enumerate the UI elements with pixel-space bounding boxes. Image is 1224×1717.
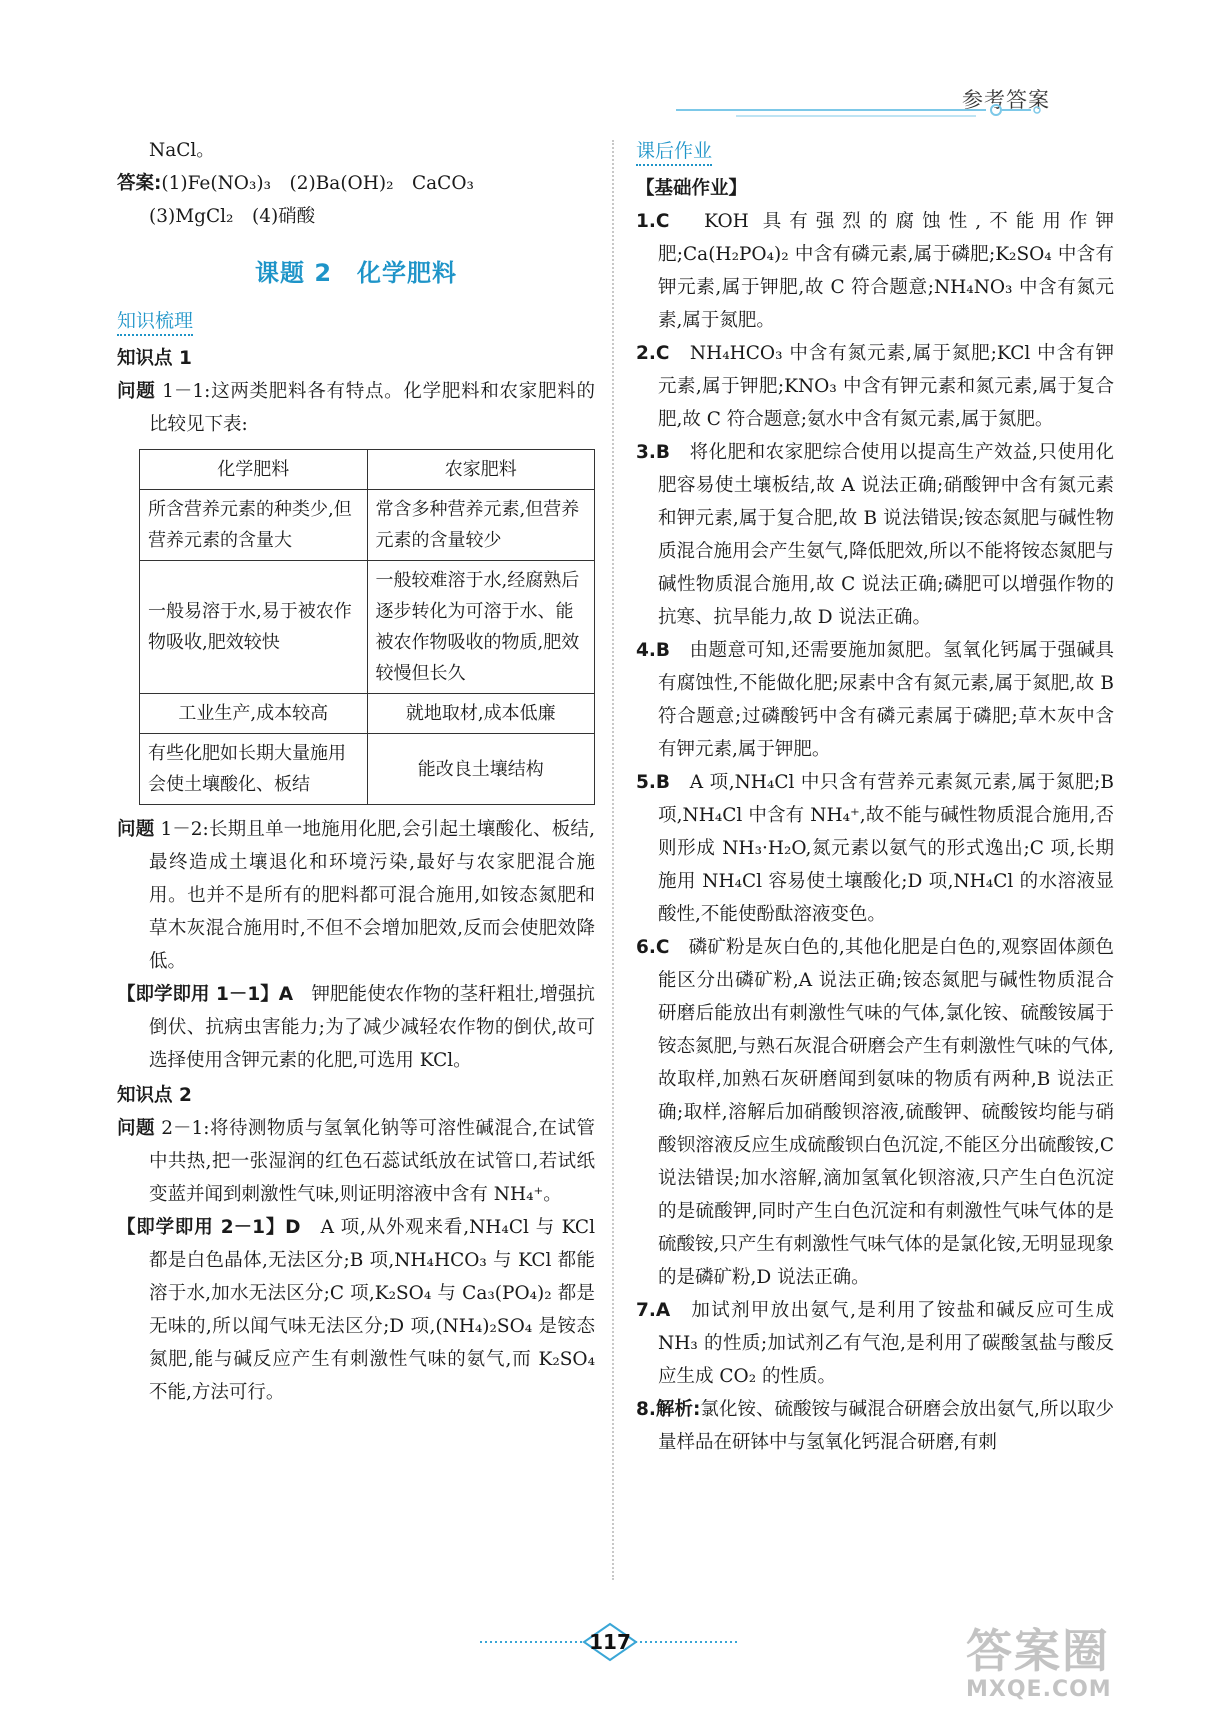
answer-item <box>636 931 1114 1294</box>
header-decoration <box>676 102 1146 130</box>
table-row <box>140 694 595 734</box>
answer-item <box>636 1393 1114 1459</box>
answer-item <box>636 766 1114 931</box>
watermark-logo: 答案圈 <box>966 1624 1110 1678</box>
page-number: 117 <box>589 1630 631 1654</box>
table-cell: 有些化肥如长期大量施用会使土壤酸化、板结 <box>140 734 368 805</box>
question-text: 1－1:这两类肥料各有特点。化学肥料和农家肥料的比较见下表: <box>149 381 595 435</box>
table-cell: 就地取材,成本低廉 <box>367 694 595 734</box>
question-label: 问题 <box>117 1118 155 1139</box>
answer-item <box>636 337 1114 436</box>
question-label: 问题 <box>117 381 156 402</box>
answer-item-text: NH₄HCO₃ 中含有氮元素,属于氮肥;KCl 中含有钾元素,属于钾肥;KNO₃ 中含有钾元素和氮元素,属于复合肥,故 C 符合题意;氨水中含有氮元素,属于氮肥。 <box>658 343 1114 430</box>
answer-item-label: 1.C <box>636 211 670 232</box>
practice-label: 【即学即用 1－1】A <box>117 984 294 1005</box>
page-number-badge <box>460 1622 760 1662</box>
table-cell: 一般易溶于水,易于被农作物吸收,肥效较快 <box>140 561 368 694</box>
knowledge-point-2: 知识点 2 <box>117 1085 192 1106</box>
table-header-row <box>140 450 595 490</box>
answer-label: 答案: <box>117 173 162 194</box>
table-row <box>140 490 595 561</box>
table-cell: 一般较难溶于水,经腐熟后逐步转化为可溶于水、能被农作物吸收的物质,肥效较慢但长久 <box>367 561 595 694</box>
answer-item-text: KOH 具有强烈的腐蚀性,不能用作钾肥;Ca(H₂PO₄)₂ 中含有磷元素,属于磷肥;K₂SO₄ 中含有钾元素,属于钾肥,故 C 符合题意;NH₄NO₃ 中含有氮元素,属于氮肥。 <box>658 211 1114 331</box>
answer-item-label: 3.B <box>636 442 671 463</box>
intro-text: NaCl。 <box>149 140 215 161</box>
practice-label: 【即学即用 2－1】D <box>117 1217 301 1238</box>
answer-item-label: 7.A <box>636 1300 671 1321</box>
watermark <box>966 1626 1216 1714</box>
section-tag-homework: 课后作业 <box>636 136 712 166</box>
watermark-url: MXQE.COM <box>966 1677 1112 1702</box>
question-2-1 <box>117 1112 595 1211</box>
column-divider <box>612 140 614 1580</box>
answer-item-text: 由题意可知,还需要施加氮肥。氢氧化钙属于强碱具有腐蚀性,不能做化肥;尿素中含有氮元素,属于氮肥,故 B 符合题意;过磷酸钙中含有磷元素属于磷肥;草木灰中含有钾元素,属于钾肥。 <box>658 640 1114 760</box>
answer-item-text: A 项,NH₄Cl 中只含有营养元素氮元素,属于氮肥;B 项,NH₄Cl 中含有 NH₄⁺,故不能与碱性物质混合施用,否则形成 NH₃·H₂O,氮元素以氨气的形式逸出;C 项,长期施用 NH₄Cl 容易使土壤酸化;D 项,NH₄Cl 的水溶液显酸性,不能使酚酞溶液变色。 <box>658 772 1114 925</box>
question-text: 1－2:长期且单一地施用化肥,会引起土壤酸化、板结,最终造成土壤退化和环境污染,最好与农家肥混合施用。也并不是所有的肥料都可混合施用,如铵态氮肥和草木灰混合施用时,不但不会增加肥效,反而会使肥效降低。 <box>149 819 595 972</box>
table-header-cell: 农家肥料 <box>367 450 595 490</box>
answer-item <box>636 1294 1114 1393</box>
table-row <box>140 734 595 805</box>
practice-1-1 <box>117 978 595 1077</box>
section-tag-knowledge: 知识梳理 <box>117 306 193 336</box>
left-column <box>117 134 595 1409</box>
header-label: 参考答案 <box>962 88 1050 112</box>
answer-item-text: 加试剂甲放出氨气,是利用了铵盐和碱反应可生成 NH₃ 的性质;加试剂乙有气泡,是利用了碳酸氢盐与酸反应生成 CO₂ 的性质。 <box>658 1300 1114 1387</box>
answer-item-text: 将化肥和农家肥综合使用以提高生产效益,只使用化肥容易使土壤板结,故 A 说法正确;硝酸钾中含有氮元素和钾元素,属于复合肥,故 B 说法错误;铵态氮肥与碱性物质混合施用会产生氨气,降低肥效,所以不能将铵态氮肥与碱性物质混合施用,故 C 说法正确;磷肥可以增强作物的抗寒、抗旱能力,故 D 说法正确。 <box>658 442 1114 628</box>
subsection-basic: 【基础作业】 <box>636 178 748 199</box>
answer-item-label: 4.B <box>636 640 671 661</box>
lesson-title: 课题 2 化学肥料 <box>254 259 458 287</box>
question-text: 2－1:将待测物质与氢氧化钠等可溶性碱混合,在试管中共热,把一张湿润的红色石蕊试纸放在试管口,若试纸变蓝并闻到刺激性气味,则证明溶液中含有 NH₄⁺。 <box>149 1118 595 1205</box>
answer-item-text: 氯化铵、硫酸铵与碱混合研磨会放出氨气,所以取少量样品在研钵中与氢氧化钙混合研磨,有刺 <box>658 1399 1114 1453</box>
table-row <box>140 561 595 694</box>
practice-2-1 <box>117 1211 595 1409</box>
answer-line-2: (3)MgCl₂ (4)硝酸 <box>149 206 316 227</box>
answer-item <box>636 205 1114 337</box>
practice-text: 钾肥能使农作物的茎秆粗壮,增强抗倒伏、抗病虫害能力;为了减少减轻农作物的倒伏,故可选择使用含钾元素的化肥,可选用 KCl。 <box>149 984 595 1071</box>
question-label: 问题 <box>117 819 155 840</box>
table-cell: 所含营养元素的种类少,但营养元素的含量大 <box>140 490 368 561</box>
answer-block <box>117 167 595 200</box>
answer-item-text: 磷矿粉是灰白色的,其他化肥是白色的,观察固体颜色能区分出磷矿粉,A 说法正确;铵态氮肥与碱性物质混合研磨后能放出有刺激性气味的气体,氯化铵、硫酸铵属于铵态氮肥,与熟石灰混合研磨会产生有刺激性气味的气体,故取样,加熟石灰研磨闻到氨味的物质有两种,B 说法正确;取样,溶解后加硝酸钡溶液,硫酸钾、硫酸铵均能与硝酸钡溶液反应生成硫酸钡白色沉淀,不能区分出硫酸铵,C 说法错误;加水溶解,滴加氢氧化钡溶液,只产生白色沉淀的是硫酸钾,同时产生白色沉淀和有刺激性气味气体的是硫酸铵,只产生有刺激性气味气体的是氯化铵,无明显现象的是磷矿粉,D 说法正确。 <box>658 937 1114 1288</box>
answer-item-label: 6.C <box>636 937 670 958</box>
answer-line-1: (1)Fe(NO₃)₃ (2)Ba(OH)₂ CaCO₃ <box>161 173 474 194</box>
table-cell: 工业生产,成本较高 <box>140 694 368 734</box>
right-column <box>636 134 1114 1459</box>
comparison-table <box>139 449 595 805</box>
question-1-1 <box>117 375 595 441</box>
answer-item-label: 8.解析: <box>636 1399 701 1420</box>
table-header-cell: 化学肥料 <box>140 450 368 490</box>
answer-item-label: 2.C <box>636 343 670 364</box>
table-cell: 常含多种营养元素,但营养元素的含量较少 <box>367 490 595 561</box>
knowledge-point-1: 知识点 1 <box>117 348 192 369</box>
answer-item <box>636 436 1114 634</box>
practice-text: A 项,从外观来看,NH₄Cl 与 KCl 都是白色晶体,无法区分;B 项,NH₄HCO₃ 与 KCl 都能溶于水,加水无法区分;C 项,K₂SO₄ 与 Ca₃(PO₄)₂ 都是无味的,所以闻气味无法区分;D 项,(NH₄)₂SO₄ 是铵态氮肥,能与碱反应产生有刺激性气味的氨气,而 K₂SO₄ 不能,方法可行。 <box>149 1217 595 1403</box>
answer-item <box>636 634 1114 766</box>
table-cell: 能改良土壤结构 <box>367 734 595 805</box>
answer-item-label: 5.B <box>636 772 671 793</box>
question-1-2 <box>117 813 595 978</box>
